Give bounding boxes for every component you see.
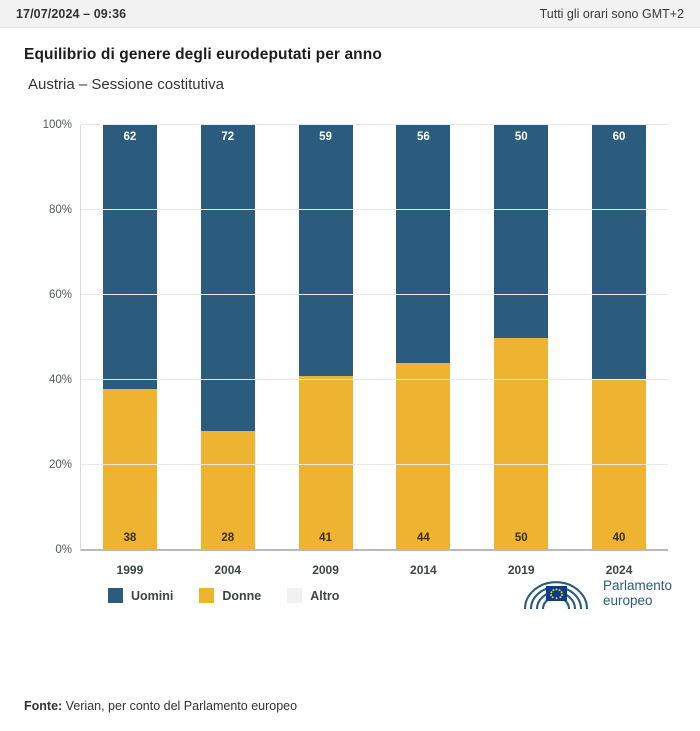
x-axis-tick-label: 2004: [214, 563, 242, 577]
bar-value-label: 50: [514, 532, 528, 544]
bar-value-label: 60: [612, 131, 626, 143]
legend-item[interactable]: [199, 588, 261, 603]
datetime-label: 17/07/2024 – 09:36: [16, 6, 127, 21]
stacked-bar[interactable]: [494, 125, 548, 577]
bar-segment-donne[interactable]: [201, 431, 255, 550]
legend-swatch: [199, 588, 214, 603]
legend-swatch: [287, 588, 302, 603]
x-axis-tick-label: 2024: [605, 563, 633, 577]
x-axis-tick-label: 2019: [507, 563, 535, 577]
bar-value-label: 62: [123, 131, 137, 143]
bar-segment-uomini[interactable]: [396, 125, 450, 363]
gridline: [48, 204, 668, 216]
chart-header: [0, 28, 700, 93]
bar-segment-donne[interactable]: [494, 338, 548, 551]
bar-value-label: 56: [416, 131, 430, 143]
y-axis-tick-label: 60%: [48, 289, 72, 301]
bar-segment-uomini[interactable]: [201, 125, 255, 431]
bar-segment-uomini[interactable]: [299, 125, 353, 376]
bar-segment-donne[interactable]: [299, 376, 353, 550]
y-axis-tick-label: 0%: [55, 544, 72, 556]
stacked-bar[interactable]: [201, 125, 255, 577]
bar-segment-donne[interactable]: [592, 380, 646, 550]
bar-value-label: 38: [123, 532, 137, 544]
bar-value-label: 41: [319, 532, 332, 544]
gridline: [48, 289, 668, 301]
parliament-logo: [519, 573, 672, 613]
bar-segment-uomini[interactable]: [103, 125, 157, 389]
chart-legend: [80, 588, 339, 603]
y-axis-tick-label: 100%: [42, 119, 72, 131]
page-title: Equilibrio di genere degli eurodeputati per anno: [24, 46, 382, 63]
bar-segment-donne[interactable]: [396, 363, 450, 550]
top-status-bar: [0, 0, 700, 28]
bar-segment-uomini[interactable]: [592, 125, 646, 380]
legend-swatch: [108, 588, 123, 603]
legend-label: Donne: [222, 588, 262, 603]
source-text: Verian, per conto del Parlamento europeo: [65, 699, 298, 713]
plot-area: [42, 119, 668, 577]
gridline: [48, 374, 668, 386]
logo-wordmark: [603, 578, 672, 608]
stacked-bar[interactable]: [103, 125, 157, 577]
x-axis-tick-label: 2009: [312, 563, 339, 577]
page-subtitle: Austria – Sessione costitutiva: [28, 76, 224, 93]
y-axis-tick-label: 40%: [48, 374, 72, 386]
legend-label: Uomini: [131, 588, 174, 603]
bar-segment-uomini[interactable]: [494, 125, 548, 338]
logo-line-1: Parlamento: [602, 577, 672, 593]
bar-value-label: 40: [612, 532, 626, 544]
stacked-bar[interactable]: [592, 125, 646, 577]
bar-value-label: 72: [221, 131, 235, 143]
bar-segment-donne[interactable]: [103, 389, 157, 551]
hemicycle-icon: [519, 573, 593, 613]
y-axis-tick-label: 20%: [48, 459, 72, 471]
x-axis-tick-label: 1999: [116, 563, 144, 577]
bar-group: [81, 125, 668, 577]
gridline: [55, 544, 668, 556]
stacked-bar[interactable]: [396, 125, 450, 577]
bar-value-label: 44: [416, 532, 430, 544]
legend-item[interactable]: [287, 588, 339, 603]
source-note: [24, 699, 297, 713]
bar-value-label: 28: [221, 532, 235, 544]
bar-value-label: 50: [514, 131, 528, 143]
gridline: [48, 459, 668, 471]
legend-label: Altro: [310, 588, 340, 603]
stacked-bar[interactable]: [299, 125, 353, 577]
bar-value-label: 59: [319, 131, 332, 143]
y-axis-tick-label: 80%: [48, 204, 72, 216]
legend-item[interactable]: [108, 588, 173, 603]
chart-container: [24, 115, 676, 608]
timezone-note: Tutti gli orari sono GMT+2: [539, 6, 684, 21]
x-axis-tick-label: 2014: [410, 563, 437, 577]
source-label: Fonte:: [24, 699, 63, 713]
logo-line-2: europeo: [602, 593, 653, 608]
gridline: [42, 119, 668, 131]
